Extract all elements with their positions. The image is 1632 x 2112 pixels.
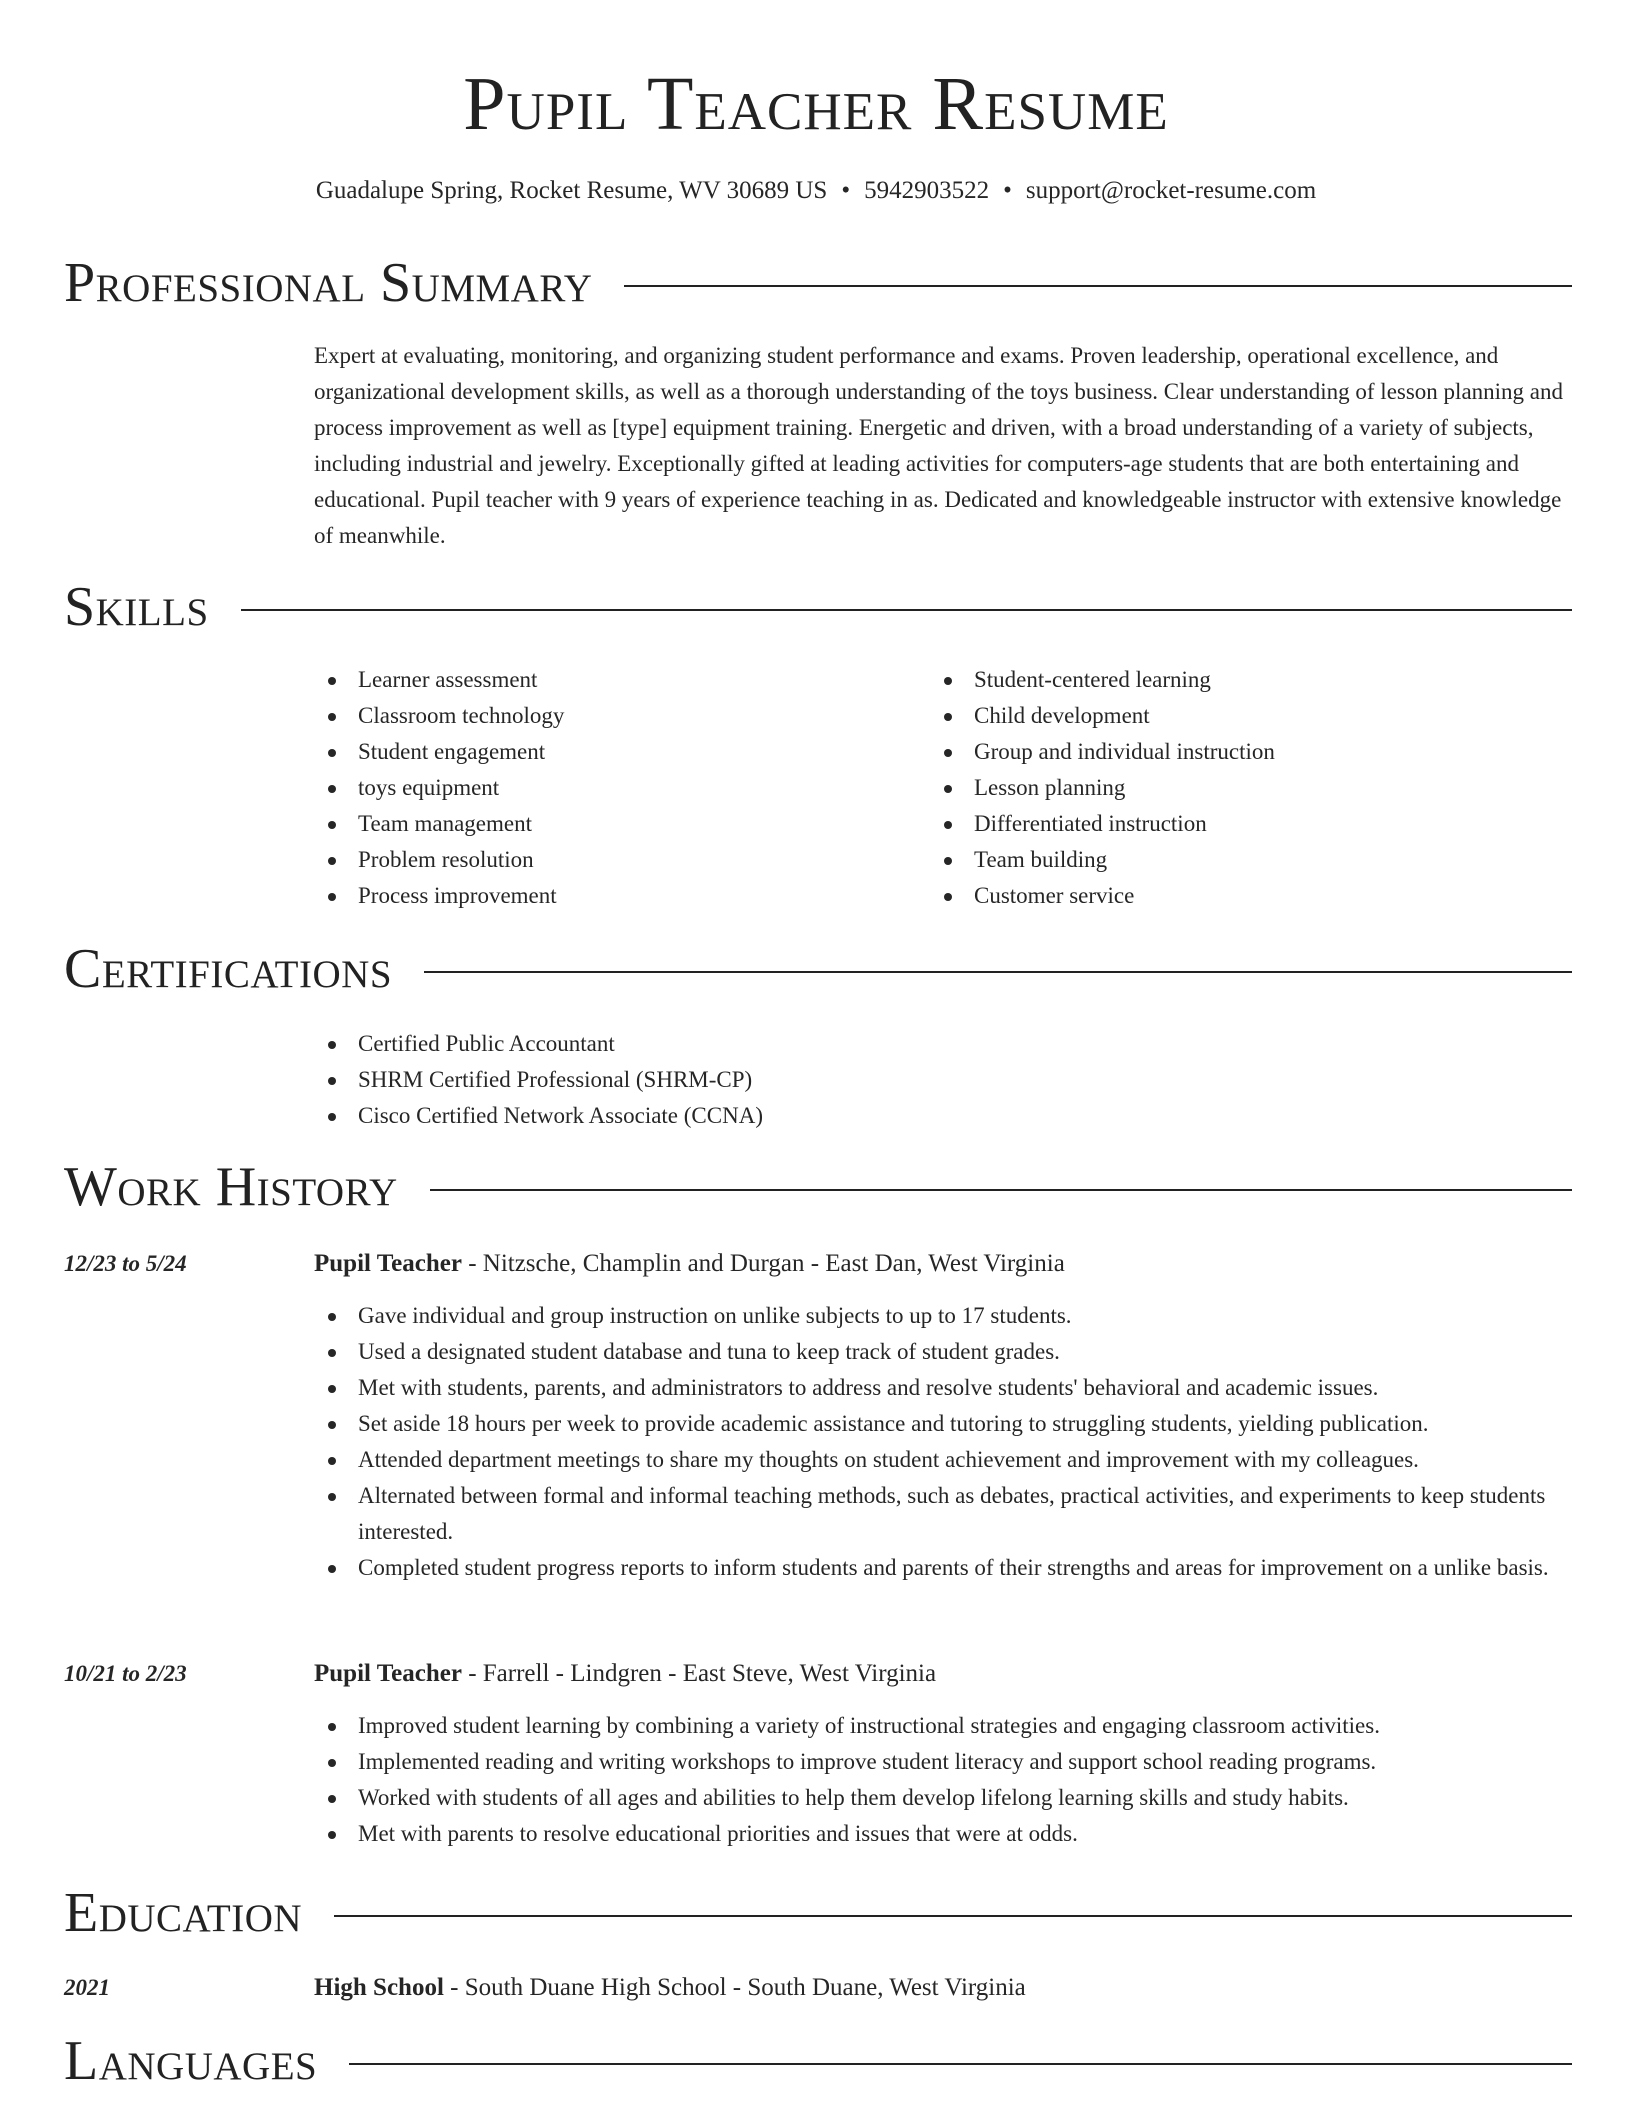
separator: • [841, 177, 851, 204]
job-bullet: Worked with students of all ages and abilities to help them develop lifelong learning skills and study habits. [314, 1780, 1576, 1816]
certification-item: SHRM Certified Professional (SHRM-CP) [314, 1062, 1514, 1098]
section-header-certifications [64, 938, 1572, 1000]
section-divider [241, 609, 1572, 611]
job-dates: 10/21 to 2/23 [64, 1661, 187, 1686]
skill-item: Lesson planning [930, 770, 1570, 806]
skill-item: Student-centered learning [930, 662, 1570, 698]
skill-item: Child development [930, 698, 1570, 734]
section-title: Languages [64, 2030, 318, 2092]
job-bullet: Alternated between formal and informal teaching methods, such as debates, practical activities, and experiments to keep students interested. [314, 1478, 1576, 1550]
skill-item: Student engagement [314, 734, 914, 770]
certification-item: Cisco Certified Network Associate (CCNA) [314, 1098, 1514, 1134]
separator: • [1003, 177, 1012, 204]
section-header-languages [64, 2030, 1572, 2092]
skill-item: Problem resolution [314, 842, 914, 878]
section-header-work-history [64, 1156, 1572, 1218]
job-dates: 12/23 to 5/24 [64, 1251, 187, 1276]
phone: 5942903522 [864, 177, 990, 204]
job-bullet: Gave individual and group instruction on unlike subjects to up to 17 students. [314, 1298, 1576, 1334]
job-bullet: Set aside 18 hours per week to provide academic assistance and tutoring to struggling students, yielding publication. [314, 1406, 1576, 1442]
section-title: Education [64, 1882, 303, 1944]
education-school: - South Duane High School - South Duane, West Virginia [443, 1974, 1026, 2001]
job-employer: - Nitzsche, Champlin and Durgan - East Dan, West Virginia [461, 1250, 1065, 1277]
job-bullet: Completed student progress reports to inform students and parents of their strengths and areas for improvement on a unlike basis. [314, 1550, 1576, 1586]
section-title: Skills [64, 576, 209, 638]
skill-item: Team management [314, 806, 914, 842]
job-bullet: Implemented reading and writing workshops to improve student literacy and support school reading programs. [314, 1744, 1576, 1780]
job-title-line [314, 1246, 1576, 1282]
section-divider [349, 2063, 1572, 2065]
job-bullet: Met with parents to resolve educational priorities and issues that were at odds. [314, 1816, 1576, 1852]
resume-title: Pupil Teacher Resume [463, 62, 1169, 146]
skill-item: Group and individual instruction [930, 734, 1570, 770]
education-year: 2021 [64, 1975, 110, 2000]
section-header-summary [64, 252, 1572, 314]
job-bullet: Used a designated student database and tuna to keep track of student grades. [314, 1334, 1576, 1370]
job-title: Pupil Teacher [314, 1660, 462, 1687]
skill-item: toys equipment [314, 770, 914, 806]
certification-item: Certified Public Accountant [314, 1026, 1514, 1062]
section-title: Professional Summary [64, 252, 593, 314]
section-divider [334, 1915, 1572, 1917]
address: Guadalupe Spring, Rocket Resume, WV 30689 US [315, 177, 828, 204]
certifications-list [314, 1026, 1514, 1134]
job-bullets [314, 1298, 1576, 1586]
section-title: Certifications [64, 938, 393, 1000]
job-bullet: Improved student learning by combining a variety of instructional strategies and engaging classroom activities. [314, 1708, 1576, 1744]
contact-line [0, 176, 1632, 206]
job-employer: - Farrell - Lindgren - East Steve, West Virginia [461, 1660, 937, 1687]
email-link[interactable]: support@rocket-resume.com [1025, 177, 1317, 204]
job-bullets [314, 1708, 1576, 1852]
skills-list-left [314, 662, 914, 914]
job-bullet: Attended department meetings to share my thoughts on student achievement and improvement with my colleagues. [314, 1442, 1576, 1478]
skill-item: Learner assessment [314, 662, 914, 698]
job-title-line [314, 1656, 1576, 1692]
section-header-skills [64, 576, 1572, 638]
job-bullet: Met with students, parents, and administrators to address and resolve students' behavioral and academic issues. [314, 1370, 1576, 1406]
skill-item: Customer service [930, 878, 1570, 914]
skill-item: Team building [930, 842, 1570, 878]
summary-text: Expert at evaluating, monitoring, and organizing student performance and exams. Proven leadership, operational excellence, and organizational development skills, as well as a thorough understanding of the toys business. Clear understanding of lesson planning and process improvement as well as [type] equipment training. Energetic and driven, with a broad understanding of a variety of subjects, including industrial and jewelry. Exceptionally gifted at leading activities for computers-age students that are both entertaining and educational. Pupil teacher with 9 years of experience teaching in as. Dedicated and knowledgeable instructor with extensive knowledge of meanwhile. [314, 343, 1564, 548]
section-divider [430, 1189, 1572, 1191]
section-divider [424, 971, 1572, 973]
job-title: Pupil Teacher [314, 1250, 462, 1277]
skill-item: Classroom technology [314, 698, 914, 734]
skills-list-right [930, 662, 1570, 914]
section-header-education [64, 1882, 1572, 1944]
education-degree: High School [314, 1974, 444, 2001]
section-title: Work History [64, 1156, 398, 1218]
section-divider [624, 285, 1572, 287]
education-line [314, 1970, 1576, 2006]
skill-item: Process improvement [314, 878, 914, 914]
skill-item: Differentiated instruction [930, 806, 1570, 842]
